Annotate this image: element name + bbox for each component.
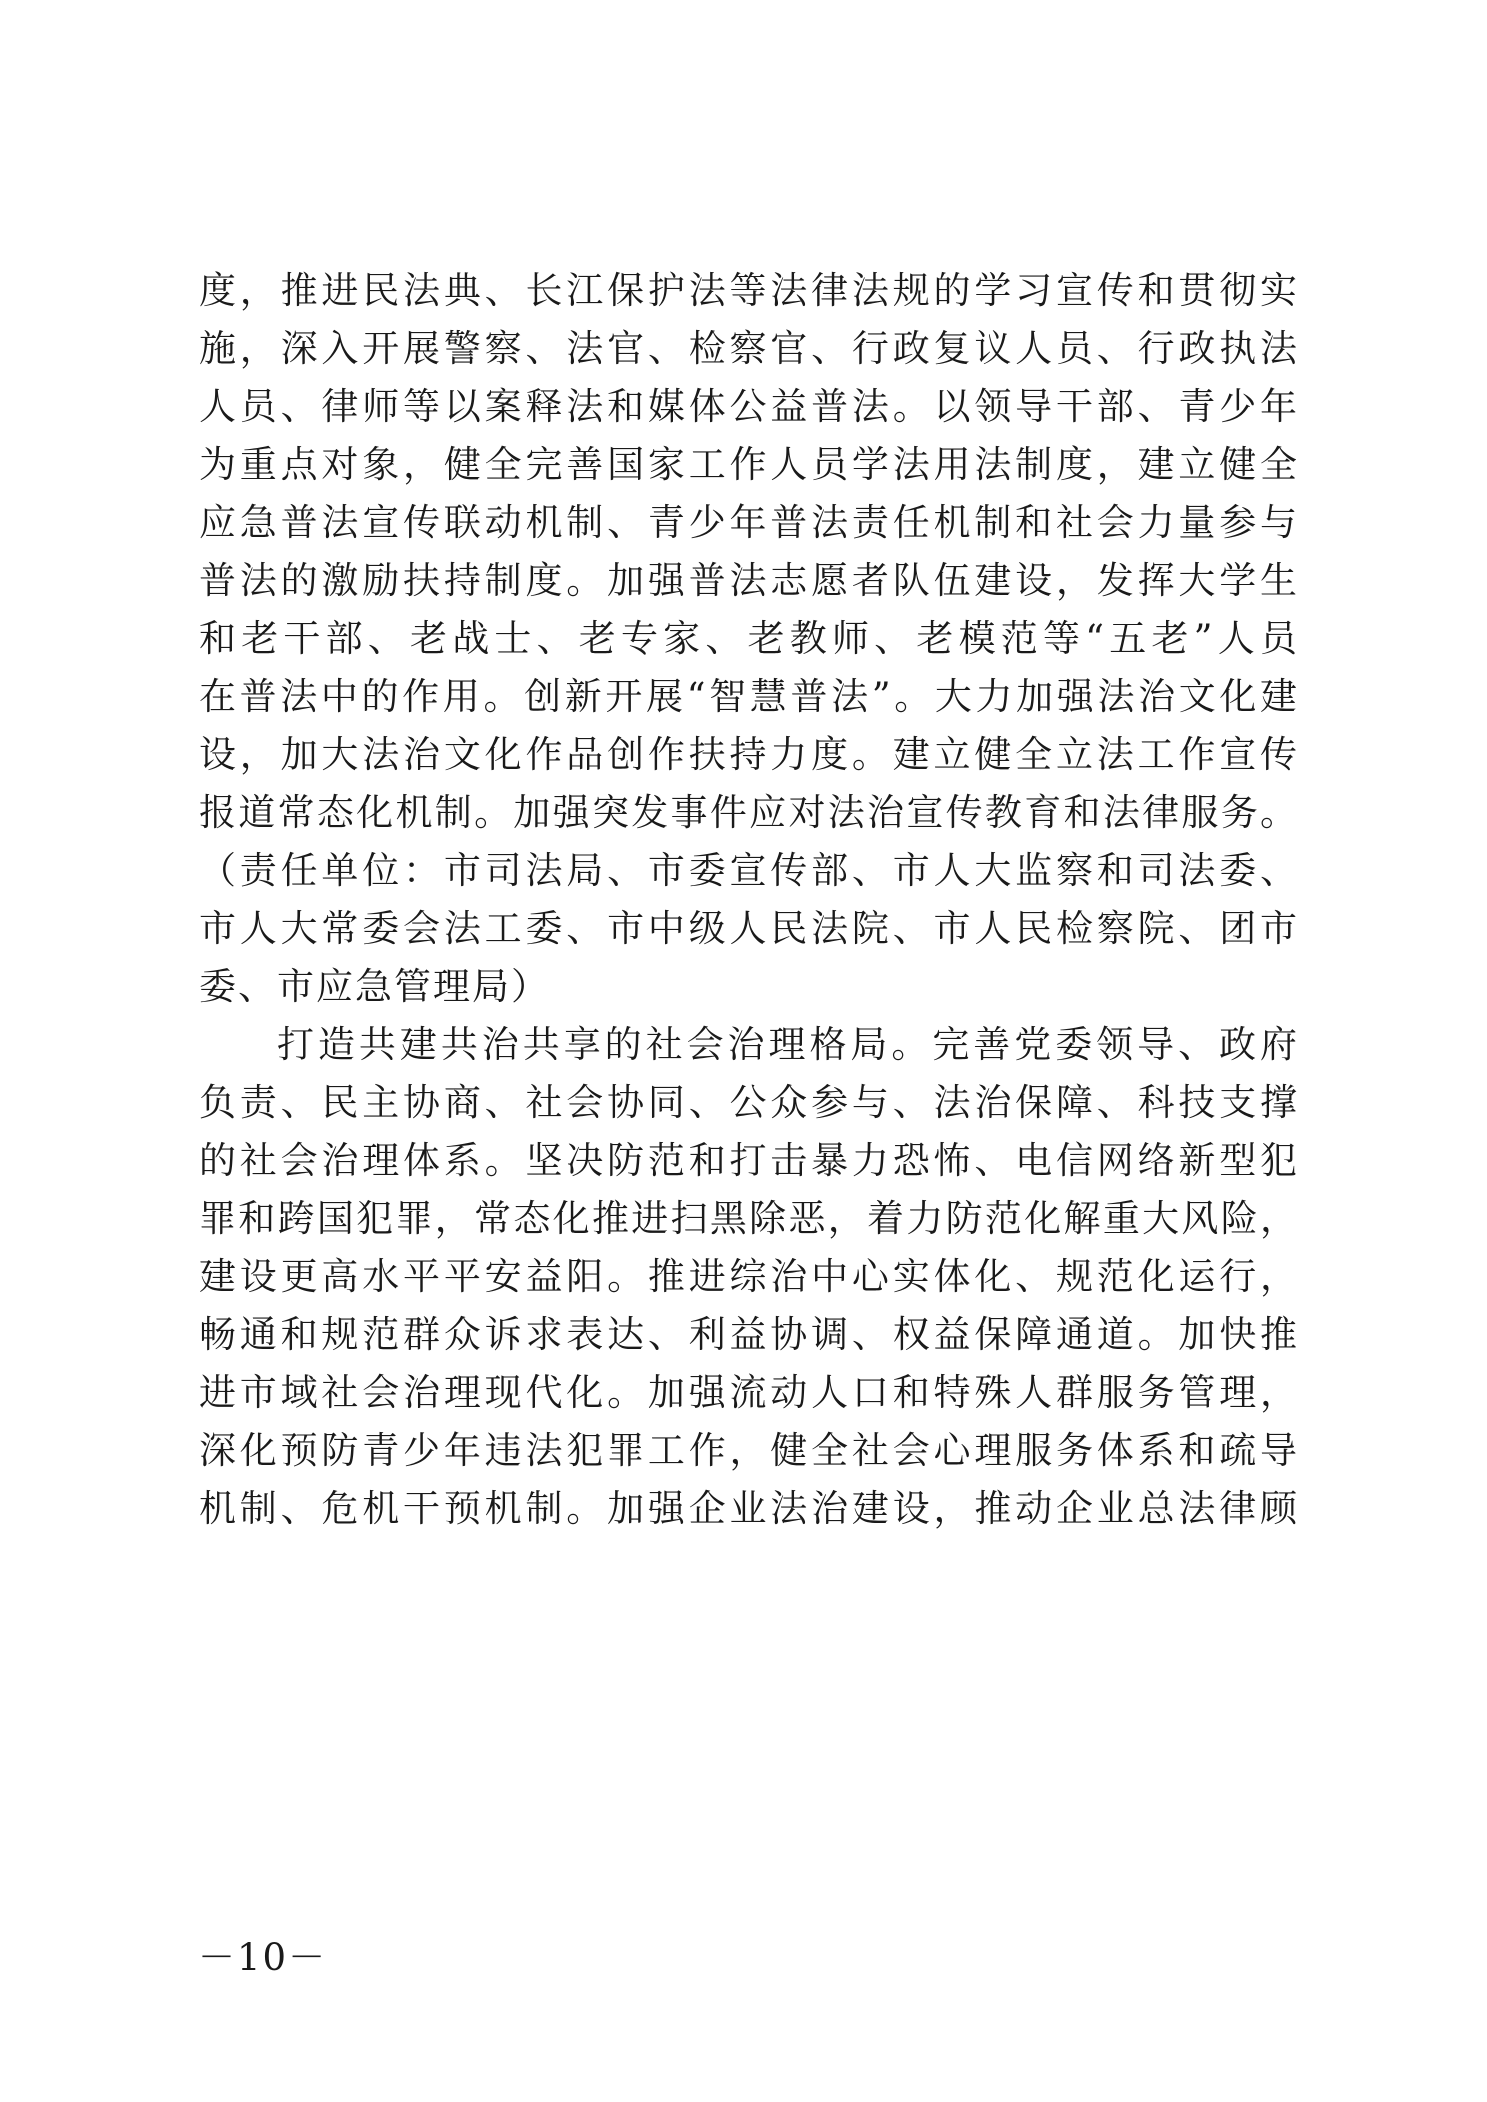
text-line: 度，推进民法典、长江保护法等法律法规的学习宣传和贯彻实 bbox=[199, 269, 1299, 312]
text-line: 机制、危机干预机制。加强企业法治建设，推动企业总法律顾 bbox=[199, 1487, 1299, 1530]
text-line: 报道常态化机制。加强突发事件应对法治宣传教育和法律服务。 bbox=[199, 791, 1299, 834]
text-line: 为重点对象，健全完善国家工作人员学法用法制度，建立健全 bbox=[199, 443, 1299, 486]
text-line: 普法的激励扶持制度。加强普法志愿者队伍建设，发挥大学生 bbox=[199, 559, 1299, 602]
text-line: 深化预防青少年违法犯罪工作，健全社会心理服务体系和疏导 bbox=[199, 1429, 1299, 1472]
text-line: 委、市应急管理局） bbox=[199, 965, 550, 1008]
text-line: 罪和跨国犯罪，常态化推进扫黑除恶，着力防范化解重大风险， bbox=[199, 1197, 1299, 1240]
text-line: 进市域社会治理现代化。加强流动人口和特殊人群服务管理， bbox=[199, 1371, 1299, 1414]
text-line: 施，深入开展警察、法官、检察官、行政复议人员、行政执法 bbox=[199, 327, 1299, 370]
text-line: 在普法中的作用。创新开展“智慧普法”。大力加强法治文化建 bbox=[199, 675, 1299, 718]
text-line: 市人大常委会法工委、市中级人民法院、市人民检察院、团市 bbox=[199, 907, 1299, 950]
text-line: （责任单位：市司法局、市委宣传部、市人大监察和司法委、 bbox=[199, 849, 1299, 892]
text-line: 应急普法宣传联动机制、青少年普法责任机制和社会力量参与 bbox=[199, 501, 1299, 544]
text-line: 负责、民主协商、社会协同、公众参与、法治保障、科技支撑 bbox=[199, 1081, 1299, 1124]
page-number: －10－ bbox=[198, 1936, 328, 1979]
text-line: 人员、律师等以案释法和媒体公益普法。以领导干部、青少年 bbox=[199, 385, 1299, 428]
text-line: 和老干部、老战士、老专家、老教师、老模范等“五老”人员 bbox=[199, 617, 1299, 660]
text-line: 畅通和规范群众诉求表达、利益协调、权益保障通道。加快推 bbox=[199, 1313, 1299, 1356]
text-line: 设，加大法治文化作品创作扶持力度。建立健全立法工作宣传 bbox=[199, 733, 1299, 776]
text-line: 建设更高水平平安益阳。推进综治中心实体化、规范化运行， bbox=[199, 1255, 1299, 1298]
text-line: 的社会治理体系。坚决防范和打击暴力恐怖、电信网络新型犯 bbox=[199, 1139, 1299, 1182]
body-text bbox=[199, 262, 1299, 1538]
paragraph-start-line: 打造共建共治共享的社会治理格局。完善党委领导、政府 bbox=[277, 1023, 1299, 1066]
